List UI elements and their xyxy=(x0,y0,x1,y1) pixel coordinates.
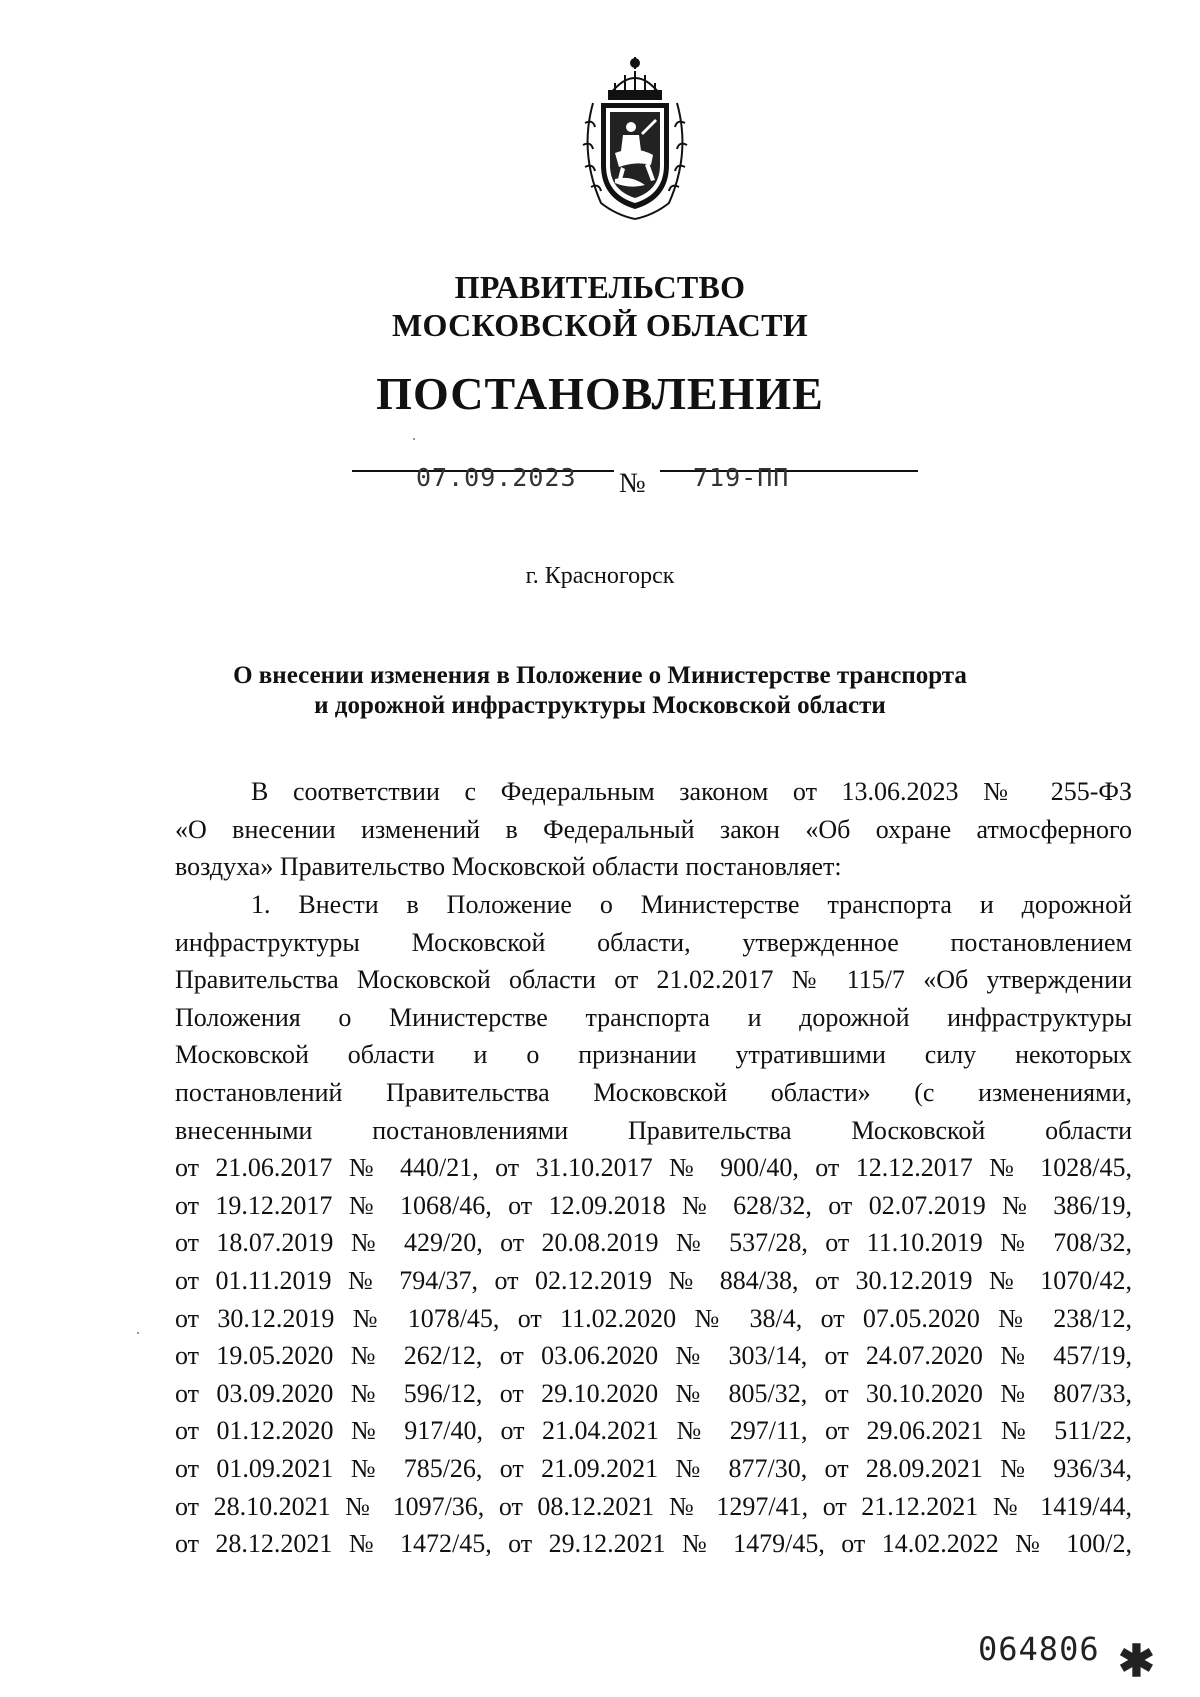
text-line: от 19.05.2020 № 262/12, от 03.06.2020 № 303/14, от 24.07.2020 № 457/19, xyxy=(175,1341,1132,1371)
text-line: от 19.12.2017 № 1068/46, от 12.09.2018 № 628/32, от 02.07.2019 № 386/19, xyxy=(175,1190,1132,1220)
text-line: внесенными постановлениями Правительства Московской области xyxy=(175,1115,1132,1145)
document-type-title: ПОСТАНОВЛЕНИЕ xyxy=(376,368,824,419)
organization-name-line1: ПРАВИТЕЛЬСТВО xyxy=(454,269,746,305)
number-sign: № xyxy=(619,468,646,499)
paragraph-preamble xyxy=(175,773,1132,886)
form-serial-number: 064806 xyxy=(978,1630,1100,1668)
text-line: от 03.09.2020 № 596/12, от 29.10.2020 № 805/32, от 30.10.2020 № 807/33, xyxy=(175,1378,1132,1408)
document-number: 719-ПП xyxy=(693,463,790,492)
city: г. Красногорск xyxy=(525,563,675,589)
organization-name-line2: МОСКОВСКОЙ ОБЛАСТИ xyxy=(392,307,808,343)
text-line: воздуха» Правительство Московской области постановляет: xyxy=(175,852,842,882)
paragraph-item-1 xyxy=(175,886,1132,1563)
text-line: постановлений Правительства Московской области» (с изменениями, xyxy=(175,1077,1132,1107)
text-line: «О внесении изменений в Федеральный закон «Об охране атмосферного xyxy=(175,814,1132,844)
text-line: от 21.06.2017 № 440/21, от 31.10.2017 № 900/40, от 12.12.2017 № 1028/45, xyxy=(175,1153,1132,1183)
subject-line2: и дорожной инфраструктуры Московской области xyxy=(314,692,886,719)
coat-of-arms-icon xyxy=(571,53,699,223)
text-line: Московской области и о признании утратившими силу некоторых xyxy=(175,1040,1132,1070)
text-line: от 30.12.2019 № 1078/45, от 11.02.2020 № 38/4, от 07.05.2020 № 238/12, xyxy=(175,1303,1132,1333)
text-line: от 01.11.2019 № 794/37, от 02.12.2019 № 884/38, от 30.12.2019 № 1070/42, xyxy=(175,1265,1132,1295)
text-line: от 18.07.2019 № 429/20, от 20.08.2019 № 537/28, от 11.10.2019 № 708/32, xyxy=(175,1228,1132,1258)
subject-line1: О внесении изменения в Положение о Министерстве транспорта xyxy=(233,662,967,689)
text-line: 1. Внести в Положение о Министерстве транспорта и дорожной xyxy=(251,890,1132,919)
text-line: Правительства Московской области от 21.02.2017 № 115/7 «Об утверждении xyxy=(175,965,1132,995)
text-line: от 01.09.2021 № 785/26, от 21.09.2021 № 877/30, от 28.09.2021 № 936/34, xyxy=(175,1453,1132,1483)
text-line: от 28.12.2021 № 1472/45, от 29.12.2021 № 1479/45, от 14.02.2022 № 100/2, xyxy=(175,1529,1132,1559)
text-line: от 01.12.2020 № 917/40, от 21.04.2021 № 297/11, от 29.06.2021 № 511/22, xyxy=(175,1416,1132,1446)
text-line: В соответствии с Федеральным законом от 13.06.2023 № 255-ФЗ xyxy=(251,777,1132,806)
scan-speck xyxy=(137,1332,139,1334)
text-line: от 28.10.2021 № 1097/36, от 08.12.2021 № 1297/41, от 21.12.2021 № 1419/44, xyxy=(175,1491,1132,1521)
text-line: Положения о Министерстве транспорта и дорожной инфраструктуры xyxy=(175,1002,1132,1032)
asterisk-mark: ✱ xyxy=(1118,1637,1155,1686)
scan-speck xyxy=(413,438,415,440)
document-date: 07.09.2023 xyxy=(416,463,577,492)
text-line: инфраструктуры Московской области, утвержденное постановлением xyxy=(175,927,1132,957)
